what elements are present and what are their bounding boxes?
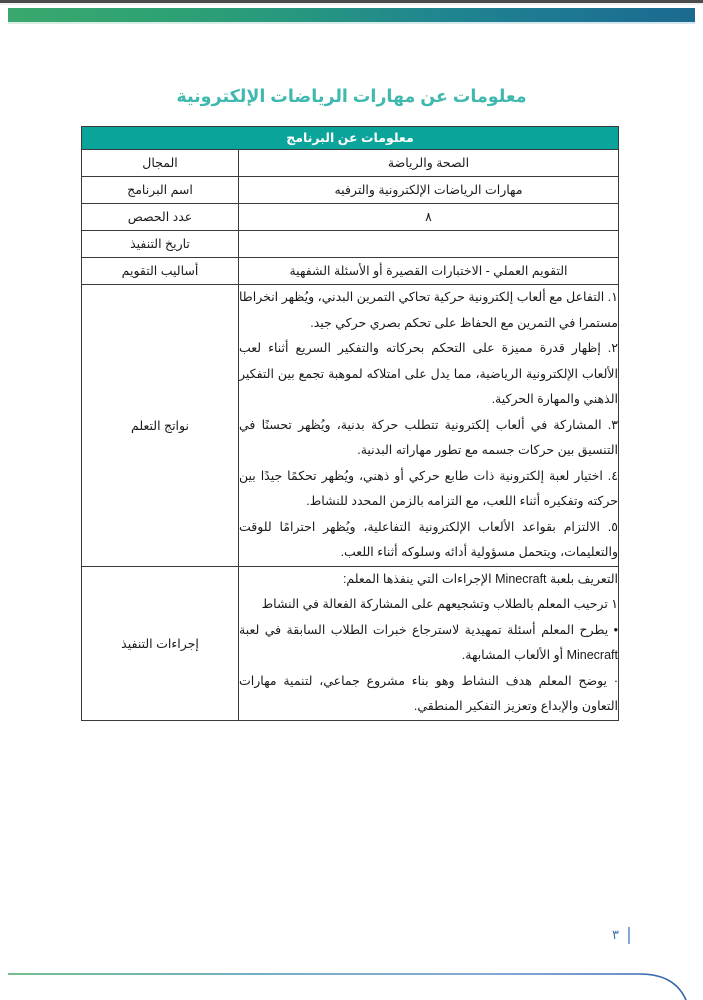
procedures-label: إجراءات التنفيذ [82, 566, 239, 720]
table-row [82, 150, 619, 177]
procedures-intro: التعريف بلعبة Minecraft الإجراءات التي ينفذها المعلم: [342, 571, 618, 586]
learning-outcome-item: ١. التفاعل مع ألعاب إلكترونية حركية تحاكي التمرين البدني، ويُظهر انخراطا مستمرا في التمرين مع الحفاظ على تحكم بصري حركي جيد. [239, 290, 618, 330]
program-info-table [81, 126, 619, 721]
page-number-group [612, 927, 630, 944]
procedures-content [239, 566, 619, 720]
page-title: معلومات عن مهارات الرياضات الإلكترونية [176, 86, 527, 106]
table-row-procedures [82, 566, 619, 720]
footer-curve-decoration [0, 952, 703, 1000]
learning-outcome-item: ٤. اختيار لعبة إلكترونية ذات طابع حركي أو ذهني، ويُظهر تحكمًا جيدًا بين حركته وتفكيره أثناء اللعب، مع التزامه بالزمن المحدد للنشاط. [239, 468, 618, 508]
table-cell-value [239, 231, 619, 258]
footer-curve-path [8, 974, 690, 1000]
procedure-item: · يوضح المعلم هدف النشاط وهو بناء مشروع جماعي، لتنمية مهارات التعاون والإبداع وتعزيز التفكير المنطقي. [239, 673, 618, 713]
learning-outcomes-content [239, 285, 619, 567]
table-row [82, 258, 619, 285]
table-cell-label: اسم البرنامج [82, 177, 239, 204]
table-header-cell: معلومات عن البرنامج [82, 127, 619, 150]
table-cell-label: تاريخ التنفيذ [82, 231, 239, 258]
page-number-divider [628, 927, 630, 944]
learning-outcome-item: ٢. إظهار قدرة مميزة على التحكم بحركاته والتفكير السريع أثناء لعب الألعاب الإلكترونية الرياضية، مما يدل على امتلاكه لموهبة تجمع بين التفكير الذهني والمهارة الحركية. [239, 341, 618, 406]
window-top-chrome-shadow [0, 3, 703, 5]
procedure-item: • يطرح المعلم أسئلة تمهيدية لاسترجاع خبرات الطلاب السابقة في لعبة Minecraft أو الألعاب المشابهة. [239, 622, 618, 662]
table-cell-label: المجال [82, 150, 239, 177]
table-cell-value: الصحة والرياضة [239, 150, 619, 177]
table-row [82, 231, 619, 258]
page-number: ٣ [612, 928, 619, 943]
procedure-item: ١ ترحيب المعلم بالطلاب وتشجيعهم على المشاركة الفعالة في النشاط [261, 597, 618, 611]
table-row-learning-outcomes [82, 285, 619, 567]
table-cell-value: ٨ [239, 204, 619, 231]
header-gradient-bar [8, 8, 695, 22]
table-row [82, 177, 619, 204]
learning-outcome-item: ٥. الالتزام بقواعد الألعاب الإلكترونية التفاعلية، ويُظهر احترامًا للوقت والتعليمات، ويتحمل مسؤولية أدائه وسلوكه أثناء اللعب. [239, 519, 618, 559]
table-body [82, 127, 619, 721]
table-cell-label: أساليب التقويم [82, 258, 239, 285]
table-row [82, 204, 619, 231]
table-cell-value: مهارات الرياضات الإلكترونية والترفيه [239, 177, 619, 204]
page-header-decoration [8, 8, 695, 24]
program-info-table-wrapper [82, 126, 619, 721]
table-cell-label: عدد الحصص [82, 204, 239, 231]
learning-outcome-item: ٣. المشاركة في ألعاب إلكترونية تتطلب حركة بدنية، ويُظهر تحسنًا في التنسيق بين حركات جسمه مع تطور مهاراته البدنية. [239, 417, 618, 457]
table-cell-value: التقويم العملي - الاختبارات القصيرة أو الأسئلة الشفهية [239, 258, 619, 285]
header-gradient-bar-glow [8, 22, 695, 24]
learning-outcomes-label: نواتج التعلم [82, 285, 239, 567]
table-header-row [82, 127, 619, 150]
